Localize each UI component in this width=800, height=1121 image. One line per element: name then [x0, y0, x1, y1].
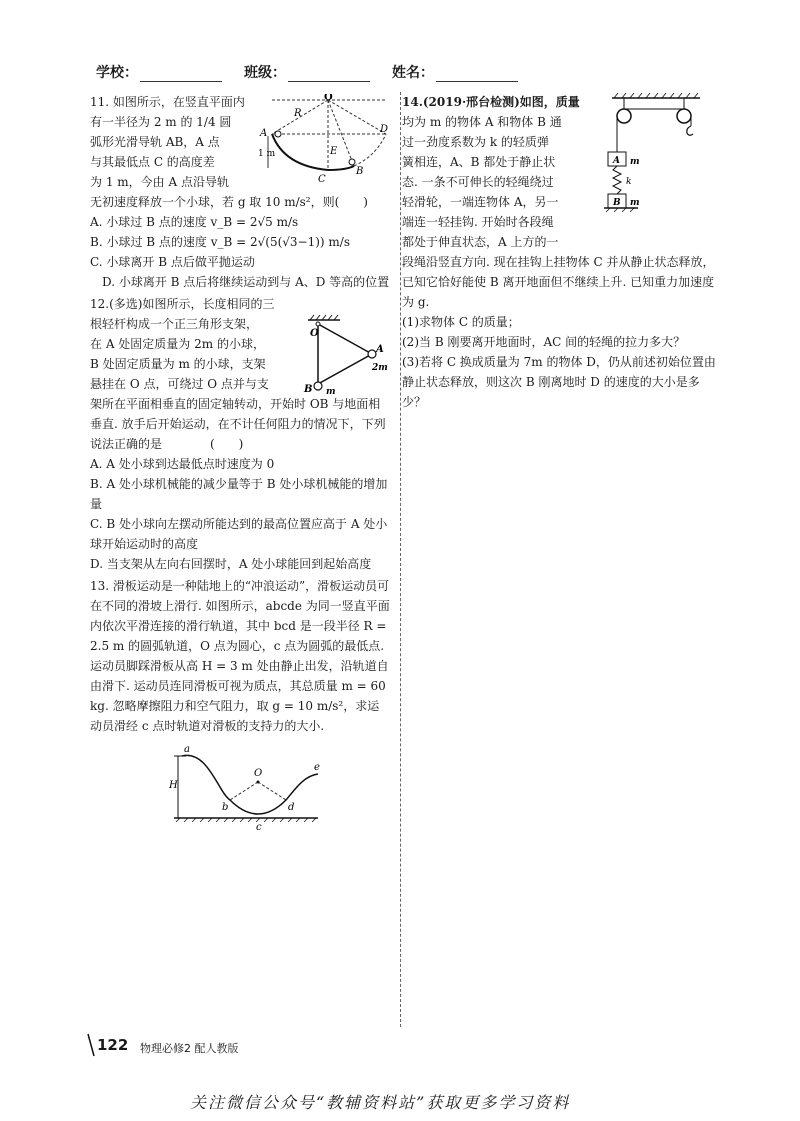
q12-option-c[interactable]: C. B 处小球向左摆动所能达到的最高位置应高于 A 处小球开始运动时的高度 [90, 517, 388, 551]
q13-radius-od [258, 782, 286, 800]
q14-label-ma: m [630, 157, 640, 167]
q11-option-d[interactable]: D. 小球离开 B 点后将继续运动到与 A、D 等高的位置 [102, 275, 390, 289]
q12-rod-ab [318, 354, 372, 384]
q11-text: 无初速度释放一个小球，若 g 取 10 m/s²，则( ) [90, 195, 368, 209]
q11-label-o: O [324, 94, 333, 103]
q14-sub2: (2)当 B 刚要离开地面时，AC 间的轻绳的拉力多大？ [402, 335, 686, 349]
q12-label-a: A [376, 344, 384, 355]
q12-option-b[interactable]: B. A 处小球机械能的减少量等于 B 处小球机械能的增加量 [90, 477, 388, 511]
q13-radius-ob [230, 782, 258, 800]
column-divider [400, 92, 401, 1027]
q13-text: 13. 滑板运动是一种陆地上的“冲浪运动”，滑板运动员可在不同的滑坡上滑行. 如图所示，abcde 为同一竖直平面内依次平滑连接的滑行轨道，其中 bcd 是一段半径 R = 2.5 m 的圆弧轨道，O 点为圆心，c 点为圆弧的最低点. 运动员脚踩滑板从高 H = 3 m 处由静止出发，沿轨道自由滑下. 运动员连同滑板可视为质点，其总质量 m = 60 kg. 忽略摩擦阻力和空气阻力，取 g = 10 m/s²，求运动员滑经 c 点时轨道对滑板的支持力的大小. [90, 579, 390, 733]
q11-radius-od [328, 100, 389, 135]
q12-line: 悬挂在 O 点，可绕过 O 点并与支 [90, 377, 269, 391]
q11-line: 11. 如图所示，在竖直平面内 [90, 95, 245, 109]
q12-label-o: O [310, 328, 319, 339]
footer-slash [86, 1030, 96, 1058]
q12-pivot-o [316, 322, 320, 326]
q12-line: 12.(多选)如图所示，长度相同的三 [90, 297, 275, 311]
school-label: 学校： [96, 65, 138, 81]
q11-label-b: B [356, 166, 364, 177]
name-field [392, 62, 518, 82]
q14-line: 簧相连，A、B 都处于静止状 [402, 155, 556, 169]
q11-arc-dashed [354, 134, 386, 166]
q11-ball-a [275, 131, 281, 137]
q12-line: B 处固定质量为 m 的小球，支架 [90, 357, 266, 371]
q13-label-h: H [169, 780, 178, 791]
q14-pulley-left [617, 109, 631, 123]
q14-label-b: B [613, 198, 621, 208]
q11-label-height: 1 m [258, 149, 276, 159]
q11-option-c[interactable]: C. 小球离开 B 点后做平抛运动 [90, 255, 255, 269]
q11-line: 与其最低点 C 的高度差 [90, 155, 215, 169]
q14-sub1: (1)求物体 C 的质量； [402, 315, 520, 329]
q14-line: 都处于伸直状态，A 上方的一 [402, 235, 559, 249]
class-blank[interactable] [288, 67, 370, 82]
q14-pulley-right [677, 109, 691, 123]
question-13 [90, 576, 390, 736]
q14-hook [687, 126, 693, 135]
q14-line: 轻滑轮，一端连物体 A，另一 [402, 195, 559, 209]
q12-line: 在 A 处固定质量为 2m 的小球， [90, 337, 265, 351]
name-blank[interactable] [436, 67, 518, 82]
q12-label-2m: 2m [372, 363, 388, 373]
q12-ball-a [368, 350, 376, 358]
q14-line: 态. 一条不可伸长的轻绳绕过 [402, 175, 554, 189]
q12-label-b: B [304, 384, 313, 395]
class-label: 班级： [244, 65, 286, 81]
q11-label-r: R [294, 108, 302, 119]
page-number: 122 [97, 1036, 129, 1054]
q14-label-mb: m [630, 198, 640, 208]
q12-line: 根轻杆构成一个正三角形支架， [90, 317, 259, 331]
school-blank[interactable] [140, 67, 222, 82]
q12-ball-b [314, 382, 322, 390]
q14-label-k: k [626, 177, 632, 187]
q14-spring [613, 166, 621, 194]
q12-label-m: m [326, 387, 336, 397]
q12-figure [300, 314, 392, 398]
q14-figure [604, 92, 714, 232]
q11-line: 有一半径为 2 m 的 1/4 圆 [90, 115, 232, 129]
q12-option-a[interactable]: A. A 处小球到达最低点时速度为 0 [90, 457, 275, 471]
q13-label-b: b [222, 802, 229, 813]
q14-line: 14.(2019·邢台检测)如图，质量 [402, 95, 580, 109]
promo-note: 关注微信公众号“教辅资料站”获取更多学习资料 [190, 1093, 571, 1112]
q11-line: 为 1 m，今由 A 点沿导轨 [90, 175, 229, 189]
q13-center-o [257, 781, 260, 784]
q11-track [272, 134, 354, 170]
q12-rod-oa [318, 324, 372, 354]
q14-line: 过一劲度系数为 k 的轻质弹 [402, 135, 549, 149]
q11-line: 弧形光滑导轨 AB，A 点 [90, 135, 220, 149]
q11-option-a[interactable]: A. 小球过 B 点的速度 v_B = 2√5 m/s [90, 215, 299, 229]
q14-line: 均为 m 的物体 A 和物体 B 通 [402, 115, 562, 129]
q11-label-d: D [380, 124, 389, 135]
q11-label-e: E [330, 146, 338, 157]
q13-label-d: d [288, 802, 295, 813]
q14-sub3: (3)若将 C 换成质量为 7m 的物体 D，仍从前述初始位置由静止状态释放，则这次 B 刚离地时 D 的速度的大小是多少？ [402, 355, 716, 409]
class-field [244, 62, 370, 82]
q13-label-e: e [314, 762, 320, 773]
q13-figure [168, 742, 328, 832]
q13-track [182, 755, 318, 814]
q11-option-b[interactable]: B. 小球过 B 点的速度 v_B = 2√(5(√3−1)) m/s [90, 235, 350, 249]
q11-ball-b [349, 159, 355, 165]
q14-label-a: A [613, 156, 620, 166]
name-label: 姓名： [392, 65, 434, 81]
book-title: 物理必修2 配人教版 [140, 1042, 239, 1055]
school-field [96, 62, 222, 82]
q11-label-a: A [260, 128, 268, 139]
q13-label-c: c [256, 822, 262, 832]
q12-text: 架所在平面相垂直的固定轴转动，开始时 OB 与地面相垂直. 放手后开始运动，在不计任何阻力的情况下，下列说法正确的是 ( ) [90, 397, 386, 451]
q13-label-o: O [254, 768, 263, 779]
q12-option-d[interactable]: D. 当支架从左向右回摆时，A 处小球能回到起始高度 [90, 557, 372, 571]
q14-line: 端连一轻挂钩. 开始时各段绳 [402, 215, 554, 229]
left-column [90, 92, 390, 736]
q11-label-c: C [318, 174, 326, 185]
q13-label-a: a [184, 744, 190, 755]
q11-figure [258, 94, 398, 186]
q14-text: 段绳沿竖直方向. 现在挂钩上挂物体 C 并从静止状态释放，已知它恰好能使 B 离开地面但不继续上升. 已知重力加速度为 g. [402, 255, 715, 309]
